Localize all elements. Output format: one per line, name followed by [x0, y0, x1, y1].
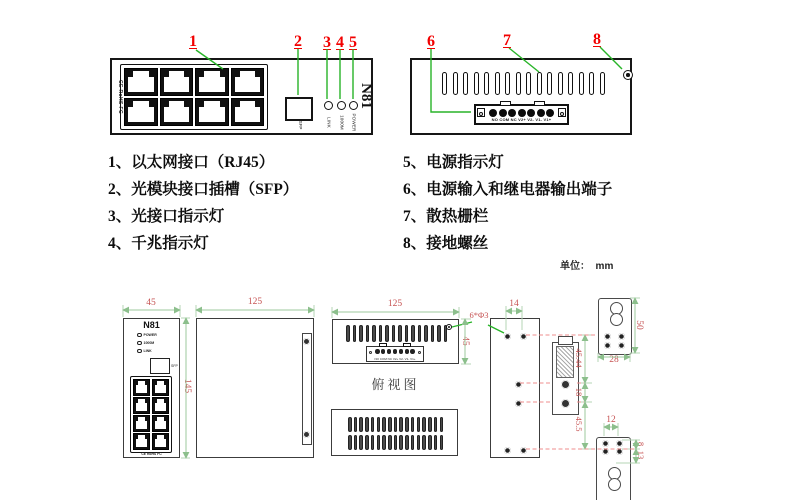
vent-slot [371, 417, 375, 432]
dim-bracket1-width: 28 [609, 355, 619, 365]
rj45-port [195, 98, 229, 126]
rj45-port [195, 68, 229, 96]
callout-4: 4 [336, 34, 344, 51]
vent-slot [424, 325, 428, 342]
callout-5: 5 [349, 34, 357, 51]
gigabit-led [337, 101, 346, 110]
vent-slot [348, 417, 352, 432]
vent-slot [354, 435, 358, 450]
vent-slot [405, 417, 409, 432]
vent-slot [558, 72, 563, 95]
vent-slot [394, 417, 398, 432]
bracket-hole [602, 440, 609, 447]
vent-slot [428, 417, 432, 432]
rj45-port [231, 68, 265, 96]
vent-slot [382, 417, 386, 432]
dim-bracket1-height: 50 [634, 320, 644, 330]
vent-slot [377, 417, 381, 432]
front-view-cert: CE RoHS FC [141, 452, 162, 456]
keyhole-slot [610, 313, 623, 326]
vent-slot [365, 417, 369, 432]
bottom-view-vent-row [348, 417, 443, 432]
terminal-block [474, 104, 569, 125]
legend-item-6: 6、电源输入和继电器输出端子 [403, 181, 613, 198]
legend-item-4: 4、千兆指示灯 [108, 235, 209, 252]
vent-slot [365, 435, 369, 450]
terminal-pin [489, 109, 497, 117]
vent-slot [422, 435, 426, 450]
vent-slot [422, 417, 426, 432]
mounting-hole [504, 333, 511, 340]
legend-item-8: 8、接地螺丝 [403, 235, 489, 252]
mounting-hole [515, 381, 522, 388]
vent-slot [366, 325, 370, 342]
rj45-port [133, 379, 150, 396]
rj45-port [152, 415, 169, 432]
certification-label: CE RoHS FC [117, 80, 123, 114]
callout-7: 7 [503, 32, 511, 49]
rj45-port [133, 397, 150, 414]
terminal-pin [499, 109, 507, 117]
vent-slot [442, 72, 447, 95]
top-view [332, 319, 459, 392]
front-view-sfp-slot [150, 358, 170, 374]
terminal-pin [508, 109, 516, 117]
model-label: N81 [358, 83, 374, 109]
terminal-pins [375, 349, 415, 354]
vent-slot [405, 325, 409, 342]
vent-slot [568, 72, 573, 95]
top-view-vents [346, 325, 447, 342]
vent-slot [417, 417, 421, 432]
dim-top-width: 125 [387, 299, 403, 309]
terminal-end-cap [477, 108, 485, 117]
terminal-pin [518, 109, 526, 117]
dim-front-height: 145 [182, 378, 192, 394]
vent-slot [399, 417, 403, 432]
vent-slot [437, 325, 441, 342]
terminal-pin [546, 109, 554, 117]
dim-bracket2-keyhole-gap: 13 [636, 450, 646, 460]
vent-slot [484, 72, 489, 95]
mounting-hole [504, 447, 511, 454]
gigabit-led-label: 1000M [339, 115, 345, 130]
rj45-port [133, 433, 150, 450]
top-view-terminal [366, 346, 424, 362]
vent-slot [417, 435, 421, 450]
rj45-port-block [120, 64, 268, 130]
vent-slot [453, 72, 458, 95]
vent-slot [348, 435, 352, 450]
vent-slot [392, 325, 396, 342]
bracket-hole [618, 333, 625, 340]
rj45-port [160, 98, 194, 126]
vent-slot [428, 435, 432, 450]
vent-slot [431, 325, 435, 342]
legend-item-7: 7、散热栅栏 [403, 208, 489, 225]
back-view [490, 318, 540, 458]
switch-top-panel [410, 58, 632, 135]
callout-2: 2 [294, 33, 302, 50]
sfp-label: SFP [298, 120, 303, 130]
plate-screw [303, 338, 310, 345]
vent-slot [474, 72, 479, 95]
plate-screw [303, 431, 310, 438]
unit-label: 单位： mm [560, 261, 614, 272]
vent-slot [382, 435, 386, 450]
mounting-hole [515, 400, 522, 407]
top-view-caption: 俯视图 [371, 377, 420, 392]
vent-slot [359, 325, 363, 342]
bracket-hole [604, 333, 611, 340]
vent-slot [372, 325, 376, 342]
side-view [196, 318, 314, 458]
grounding-screw [623, 70, 633, 80]
terminal-tab [534, 101, 545, 106]
vent-slot [440, 417, 444, 432]
vent-slot [346, 325, 350, 342]
callout-3: 3 [323, 34, 331, 51]
switch-front-panel [110, 58, 373, 135]
vent-slot [379, 325, 383, 342]
vent-slot [377, 435, 381, 450]
legend-right-column [403, 149, 612, 257]
vent-slot [388, 435, 392, 450]
bracket-hole [616, 440, 623, 447]
vent-slot [359, 435, 363, 450]
dim-front-width: 45 [146, 298, 156, 308]
rj45-port [231, 98, 265, 126]
legend-item-3: 3、光接口指示灯 [108, 208, 225, 225]
terminal-tab [500, 101, 511, 106]
keyhole-slot [608, 478, 621, 491]
link-led [324, 101, 333, 110]
vent-slot [600, 72, 605, 95]
bottom-view [331, 409, 458, 456]
legend-item-1: 1、以太网接口（RJ45） [108, 154, 275, 171]
dim-bracket2-row-gap: 8 [636, 441, 646, 447]
dim-top-depth: 45 [460, 336, 470, 346]
rj45-port [133, 415, 150, 432]
top-view-screw [446, 324, 452, 330]
front-view-link-led: LINK [137, 348, 152, 354]
led-dot [137, 333, 142, 338]
front-view-1000m-led: 1000M [137, 340, 154, 346]
rj45-port [124, 98, 158, 126]
vent-slot [399, 435, 403, 450]
din-rail-plate [302, 333, 312, 445]
front-view-power-led: POWER [137, 332, 157, 338]
vent-slot [398, 325, 402, 342]
dim-hole-note: 6*Φ3 [469, 310, 489, 320]
vent-slot [411, 435, 415, 450]
legend-left-column [108, 149, 298, 257]
vent-slot [589, 72, 594, 95]
vent-slot [579, 72, 584, 95]
power-led-label: POWER [351, 113, 357, 132]
legend-item-2: 2、光模块接口插槽（SFP） [108, 181, 299, 198]
vent-slot [434, 417, 438, 432]
led-dot [137, 341, 142, 346]
led-dot [137, 349, 142, 354]
bracket-hole [604, 342, 611, 349]
wall-bracket-top [598, 298, 632, 355]
vent-slot [537, 72, 542, 95]
clip-screw [561, 399, 570, 408]
terminal-pins [489, 109, 554, 117]
vent-slot [495, 72, 500, 95]
vent-slot [388, 417, 392, 432]
vent-slot [394, 435, 398, 450]
rj45-port [152, 379, 169, 396]
dim-chain-3: 45.5 [574, 416, 584, 432]
bracket-hole [618, 342, 625, 349]
callout-1: 1 [189, 33, 197, 50]
vent-slot [547, 72, 552, 95]
vent-slot [411, 325, 415, 342]
rj45-port [160, 68, 194, 96]
front-view-port-block [130, 376, 172, 453]
terminal-pin [527, 109, 535, 117]
vent-slot [411, 417, 415, 432]
terminal-pin [537, 109, 545, 117]
vent-slot [405, 435, 409, 450]
heat-vent-grille [442, 72, 605, 95]
dim-chain-2: 18 [574, 387, 584, 397]
terminal-pinout-label: NO COM NC V2+ V2- V1- V1+ [374, 356, 416, 361]
bracket-hole [602, 448, 609, 455]
vent-slot [526, 72, 531, 95]
vent-slot [418, 325, 422, 342]
vent-slot [359, 417, 363, 432]
terminal-pinout-label: NO COM NC V2+ V2- V1- V1+ [491, 117, 552, 122]
clip-screw [561, 380, 570, 389]
vent-slot [505, 72, 510, 95]
callout-8: 8 [593, 31, 601, 48]
dim-bracket2-width: 12 [606, 415, 616, 425]
vent-slot [434, 435, 438, 450]
dim-side-width: 125 [247, 297, 263, 307]
rj45-port [124, 68, 158, 96]
rj45-port [152, 397, 169, 414]
bracket-hole [616, 448, 623, 455]
callout-6: 6 [427, 33, 435, 50]
front-view-sfp-label: SFP [171, 364, 178, 368]
vent-slot [463, 72, 468, 95]
vent-slot [354, 417, 358, 432]
dim-chain-1: 45.44 [574, 348, 584, 368]
front-view [123, 318, 180, 458]
front-view-model: N81 [143, 320, 160, 330]
dim-hole-span: 14 [509, 299, 519, 309]
clip-spring [556, 346, 574, 378]
mounting-hole [520, 447, 527, 454]
link-led-label: LINK [326, 117, 332, 128]
vent-slot [516, 72, 521, 95]
wall-bracket-bottom [596, 437, 631, 500]
clip-hook [558, 336, 573, 345]
power-led [349, 101, 358, 110]
vent-slot [440, 435, 444, 450]
terminal-end-cap [558, 108, 566, 117]
vent-slot [353, 325, 357, 342]
vent-slot [371, 435, 375, 450]
mounting-hole [520, 333, 527, 340]
rj45-port [152, 433, 169, 450]
vent-slot [385, 325, 389, 342]
bottom-view-vent-row [348, 435, 443, 450]
legend-item-5: 5、电源指示灯 [403, 154, 504, 171]
